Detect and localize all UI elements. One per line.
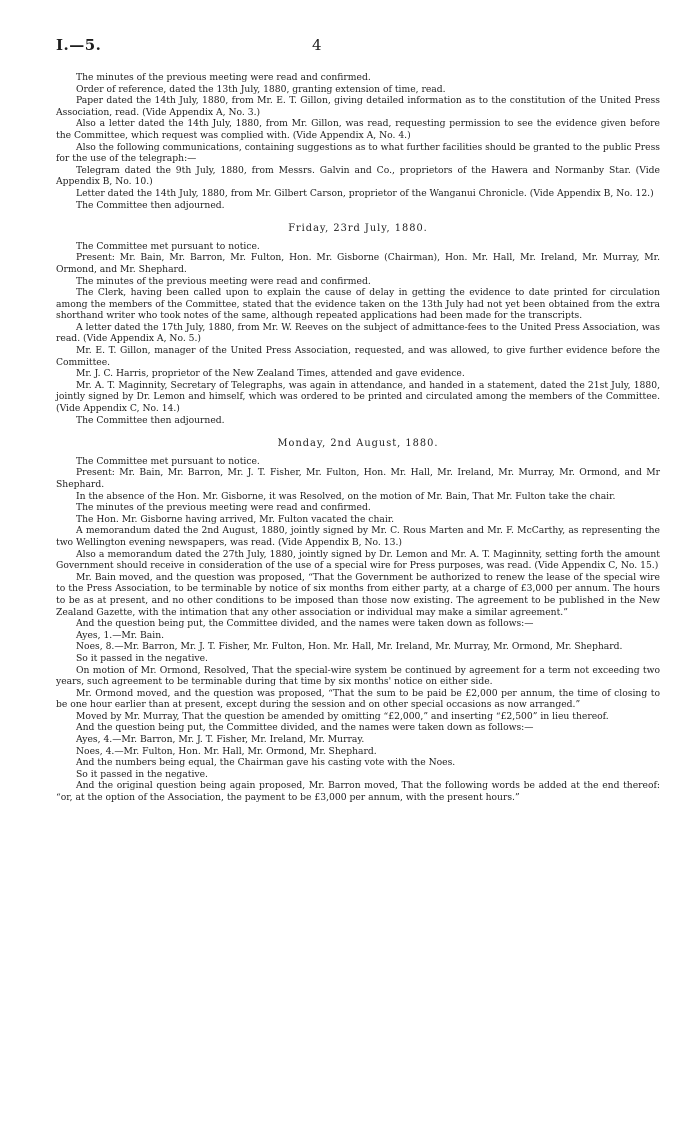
paragraph: Also the following communications, containing suggestions as to what further facilities should be granted to the public Press for the use of the telegraph:—	[56, 141, 660, 165]
paragraph: In the absence of the Hon. Mr. Gisborne, it was Resolved, on the motion of Mr. Bain, That Mr. Fulton take the chair.	[76, 490, 616, 502]
paragraph: So it passed in the negative.	[76, 768, 208, 780]
paragraph: The Clerk, having been called upon to explain the cause of delay in getting the evidence to date printed for circulation among the members of the Committee, stated that the evidence taken on the 13th July had not yet been obtained from the extra shorthand writer who took notes of the same, although repeated applications had been made for the transcripts.	[56, 287, 660, 322]
paragraph: On motion of Mr. Ormond, Resolved, That the special-wire system be continued by agreement for a term not exceeding two years, such agreement to be terminable during that time by six months' notice on either side.	[56, 664, 660, 688]
paragraph: The Committee then adjourned.	[76, 414, 225, 426]
paragraph: A letter dated the 17th July, 1880, from Mr. W. Reeves on the subject of admittance-fees to the United Press Association, was read. (Vide Appendix A, No. 5.)	[56, 321, 660, 345]
document-reference: I.—5.	[56, 36, 102, 54]
paragraph: And the question being put, the Committee divided, and the names were taken down as follows:—	[76, 722, 534, 734]
section-friday	[56, 223, 660, 426]
paragraph: Mr. E. T. Gillon, manager of the United Press Association, requested, and was allowed, to give further evidence before the Committee.	[56, 345, 660, 368]
paragraph: Mr. Ormond moved, and the question was proposed, “That the sum to be paid be £2,000 per annum, the time of closing to be one hour earlier than at present, except during the session and on other special occasions as now arranged.”	[56, 687, 660, 711]
paragraph: Moved by Mr. Murray, That the question be amended by omitting “£2,000,” and inserting “£2,500” in lieu thereof.	[76, 710, 609, 722]
paragraph: Present: Mr. Bain, Mr. Barron, Mr. J. T. Fisher, Mr. Fulton, Hon. Mr. Hall, Mr. Ireland, Mr. Murray, Mr. Ormond, and Mr Shephard.	[56, 467, 660, 490]
paragraph: Order of reference, dated the 13th July, 1880, granting extension of time, read.	[76, 83, 446, 95]
paragraph: And the original question being again proposed, Mr. Barron moved, That the following words be added at the end thereof: “or, at the option of the Association, the payment to be £3,000 per annum, with the present hours.”	[56, 780, 660, 804]
paragraph: Mr. A. T. Maginnity, Secretary of Telegraphs, was again in attendance, and handed in a statement, dated the 21st July, 1880, jointly signed by Dr. Lemon and himself, which was ordered to be printed and circulated among the members of the Committee. (Vide Appendix C, No. 14.)	[56, 379, 660, 415]
paragraph: Ayes, 4.—Mr. Barron, Mr. J. T. Fisher, Mr. Ireland, Mr. Murray.	[76, 734, 365, 746]
paragraph: The Committee met pursuant to notice.	[76, 240, 260, 252]
paragraph: Noes, 4.—Mr. Fulton, Hon. Mr. Hall, Mr. Ormond, Mr. Shephard.	[76, 745, 377, 757]
paragraph: Noes, 8.—Mr. Barron, Mr. J. T. Fisher, Mr. Fulton, Hon. Mr. Hall, Mr. Ireland, Mr. Murray, Mr. Ormond, Mr. Shephard.	[76, 641, 623, 653]
paragraph: A memorandum dated the 2nd August, 1880, jointly signed by Mr. C. Rous Marten and Mr. F. McCarthy, as representing the two Wellington evening newspapers, was read. (Vide Appendix B, No. 13.)	[56, 525, 660, 548]
paragraph: Mr. J. C. Harris, proprietor of the New Zealand Times, attended and gave evidence.	[76, 368, 465, 380]
paragraph: The minutes of the previous meeting were read and confirmed.	[76, 502, 371, 514]
section-title: Monday, 2nd August, 1880.	[277, 438, 439, 450]
paragraph: Letter dated the 14th July, 1880, from Mr. Gilbert Carson, proprietor of the Wanganui Chronicle. (Vide Appendix B, No. 12.)	[76, 187, 654, 199]
paragraph: The Committee then adjourned.	[76, 199, 225, 211]
page-header	[56, 36, 660, 72]
paragraph: Paper dated the 14th July, 1880, from Mr. E. T. Gillon, giving detailed information as to the constitution of the United Press Association, read. (Vide Appendix A, No. 3.)	[56, 95, 660, 118]
paragraph: The Hon. Mr. Gisborne having arrived, Mr. Fulton vacated the chair.	[76, 513, 395, 525]
paragraph: Also a memorandum dated the 27th July, 1880, jointly signed by Dr. Lemon and Mr. A. T. Maginnity, setting forth the amount Government should receive in consideration of the use of a special wire for Press purposes, was read. (Vide Appendix C, No. 15.)	[56, 548, 660, 572]
paragraph: The minutes of the previous meeting were read and confirmed.	[76, 72, 371, 83]
paragraph: Ayes, 1.—Mr. Bain.	[76, 629, 165, 641]
paragraph: Telegram dated the 9th July, 1880, from Messrs. Galvin and Co., proprietors of the Hawera and Normanby Star. (Vide Appendix B, No. 10.)	[56, 164, 660, 188]
paragraph: The Committee met pursuant to notice.	[76, 455, 260, 467]
paragraph: Present: Mr. Bain, Mr. Barron, Mr. Fulton, Hon. Mr. Gisborne (Chairman), Hon. Mr. Hall, Mr. Ireland, Mr. Murray, Mr. Ormond, and Mr. Shephard.	[56, 252, 660, 275]
paragraph: So it passed in the negative.	[76, 652, 208, 664]
page-number: 4	[312, 36, 322, 54]
paragraph: And the question being put, the Committee divided, and the names were taken down as follows:—	[76, 618, 534, 630]
section-monday	[56, 438, 660, 803]
paragraph: Mr. Bain moved, and the question was proposed, “That the Government be authorized to renew the lease of the special wire to the Press Association, to be terminable by notice of six months from either party, at a charge of £3,000 per annum. The hours to be as at present, and no other conditions to be imposed than those now existing. The agreement to be published in the New Zealand Gazette, with the intimation that any other association or individual may make a similar agreement.”	[56, 571, 660, 618]
paragraph: Also a letter dated the 14th July, 1880, from Mr. Gillon, was read, requesting permission to see the evidence given before the Committee, which request was complied with. (Vide Appendix A, No. 4.)	[56, 118, 660, 141]
paragraph: The minutes of the previous meeting were read and confirmed.	[76, 275, 371, 287]
section-title: Friday, 23rd July, 1880.	[288, 223, 428, 235]
paragraph: And the numbers being equal, the Chairman gave his casting vote with the Noes.	[76, 757, 456, 769]
section-minutes	[56, 72, 660, 211]
